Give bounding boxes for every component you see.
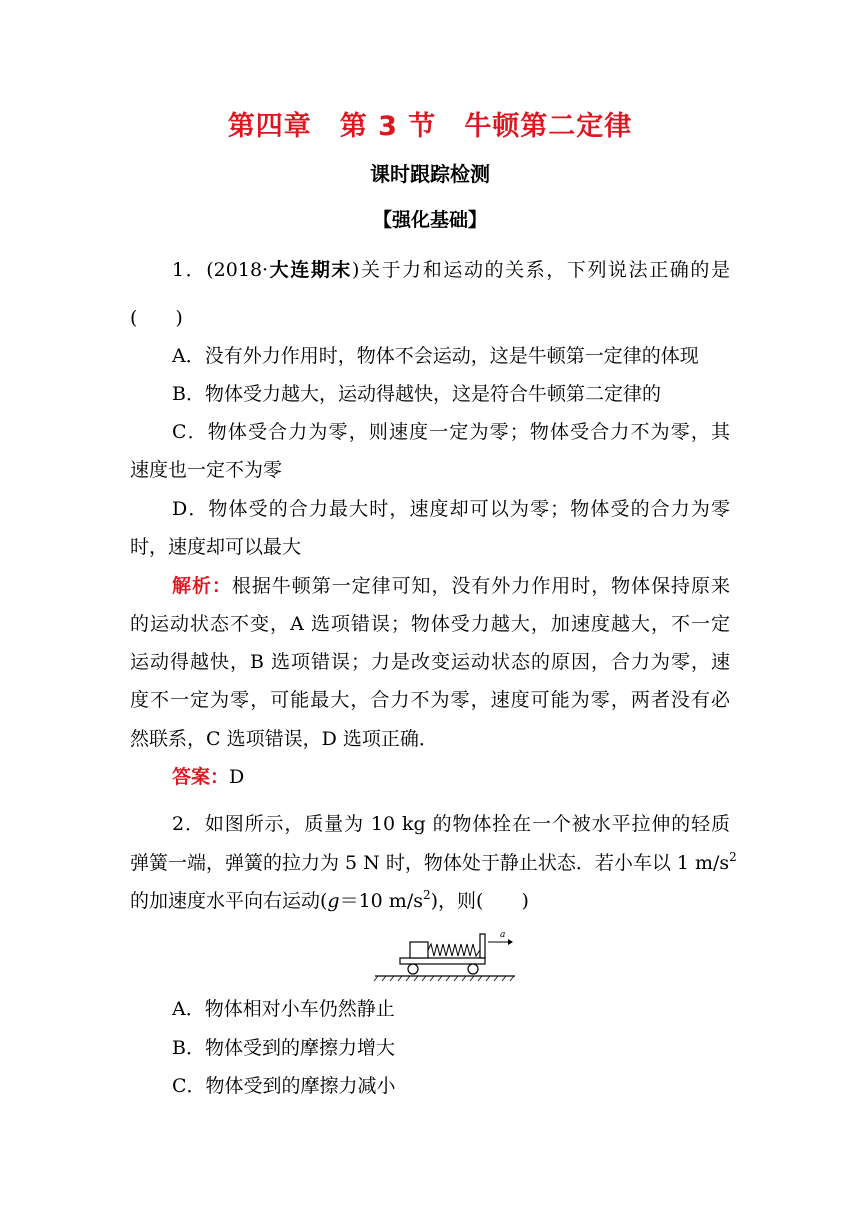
q1-analysis-line5: 然联系，C 选项错误，D 选项正确． — [130, 728, 438, 750]
q1-option-b: B．物体受力越大，运动得越快，这是符合牛顿第二定律的 — [172, 383, 661, 405]
q1-answer — [172, 764, 244, 790]
acceleration-arrowhead — [508, 939, 513, 945]
spring — [428, 944, 480, 956]
q2-stem-line2-text: 弹簧一端，弹簧的拉力为 5 N 时，物体处于静止状态．若小车以 1 m/s — [130, 852, 730, 874]
q1-answer-paren: ( ) — [130, 307, 183, 329]
q2-stem-line3-c: )，则( ) — [430, 890, 529, 912]
q1-option-d-line2: 时，速度却可以最大 — [130, 536, 302, 558]
q1-option-c-line2: 速度也一定不为零 — [130, 459, 283, 481]
cart-wheel-right — [468, 964, 478, 974]
cart-wheel-left — [408, 964, 418, 974]
chapter-title: 第四章 第 3 节 牛顿第二定律 — [227, 111, 633, 142]
analysis-text: 根据牛顿第一定律可知，没有外力作用时，物体保持原来 — [231, 575, 730, 597]
cart-wall — [480, 934, 485, 958]
q2-option-c: C．物体受到的摩擦力减小 — [172, 1075, 396, 1097]
q2-stem-line3 — [130, 888, 529, 914]
gravity-symbol: g — [327, 890, 340, 912]
q1-option-a: A．没有外力作用时，物体不会运动，这是牛顿第一定律的体现 — [172, 345, 699, 367]
section-heading: 【强化基础】 — [372, 209, 487, 231]
q2-superscript: 2 — [729, 850, 737, 864]
q1-stem-text: )关于力和运动的关系，下列说法正确的是 — [352, 259, 730, 281]
q2-option-a: A．物体相对小车仍然静止 — [172, 998, 395, 1020]
q1-option-d-line1: D．物体受的合力最大时，速度却可以为零；物体受的合力为零 — [172, 498, 730, 520]
q1-analysis-line1 — [172, 573, 730, 599]
q1-number: 1．(2018· — [172, 259, 269, 281]
cart-body — [400, 958, 485, 964]
q2-stem-line1: 2．如图所示，质量为 10 kg 的物体拴在一个被水平拉伸的轻质 — [172, 813, 730, 835]
q2-option-b: B．物体受到的摩擦力增大 — [172, 1037, 395, 1059]
q1-analysis-line4: 度不一定为零，可能最大，合力不为零，速度可能为零，两者没有必 — [130, 689, 730, 711]
q1-source: 大连期末 — [268, 259, 353, 281]
q1-option-c-line1: C．物体受合力为零，则速度一定为零；物体受合力不为零，其 — [172, 421, 730, 443]
q1-analysis-line2: 的运动状态不变，A 选项错误；物体受力越大，加速度越大，不一定 — [130, 613, 730, 635]
ground-hatch — [374, 976, 514, 981]
worksheet-subtitle: 课时跟踪检测 — [370, 162, 490, 186]
block — [410, 942, 428, 958]
answer-value: D — [229, 766, 245, 788]
analysis-label: 解析： — [172, 575, 232, 597]
q1-stem — [172, 257, 730, 283]
q2-stem-line2 — [130, 850, 737, 876]
answer-label: 答案： — [172, 766, 230, 788]
q2-stem-line3-b: ＝10 m/s — [339, 890, 423, 912]
q2-superscript-2: 2 — [422, 888, 431, 902]
q1-analysis-line3: 运动得越快，B 选项错误；力是改变运动状态的原因，合力为零，速 — [130, 651, 730, 673]
cart-spring-figure — [370, 928, 520, 984]
acceleration-label: a — [500, 930, 506, 940]
q2-stem-line3-a: 的加速度水平向右运动( — [130, 890, 328, 912]
